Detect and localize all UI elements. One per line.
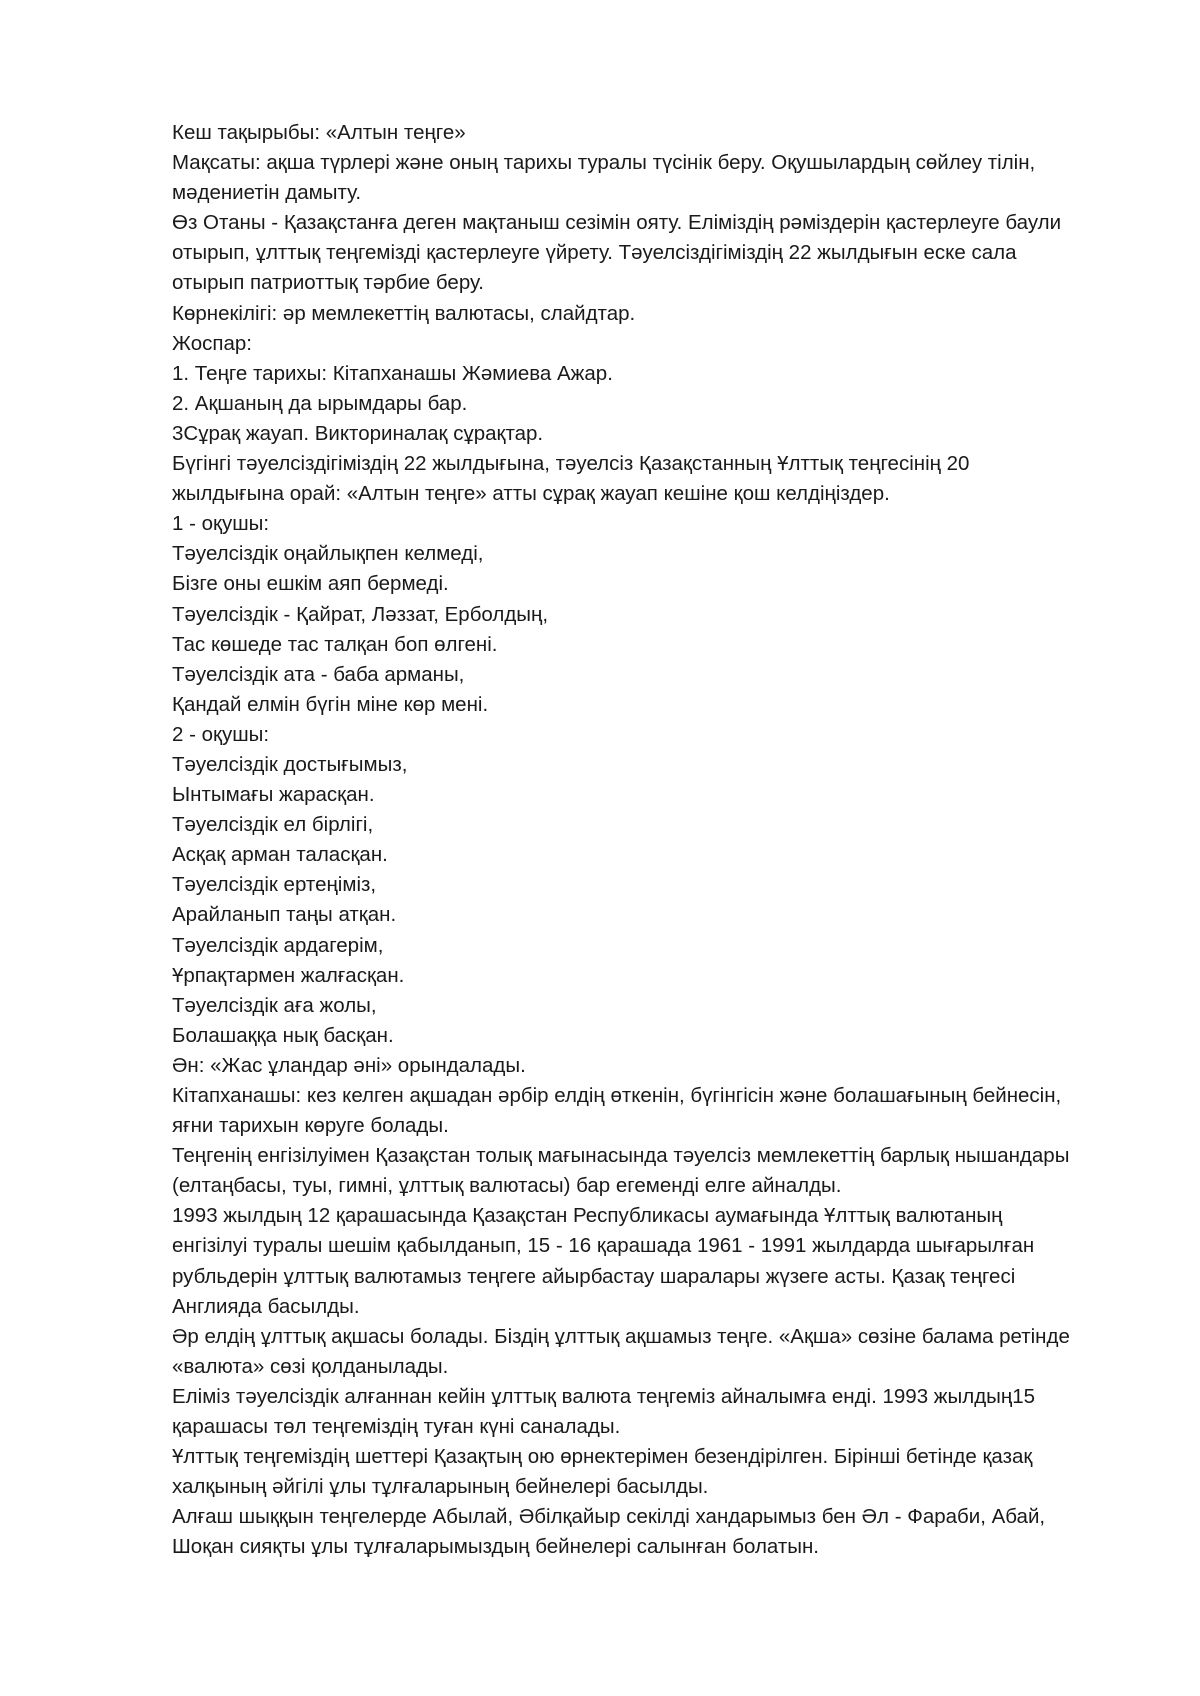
document-body [172,118,1102,1563]
text-line: Ынтымағы жарасқан. [172,783,375,807]
text-line: халқының әйгілі ұлы тұлғаларының бейнелері басылды. [172,1475,709,1499]
text-line: Асқақ арман таласқан. [172,843,388,867]
text-line: Тәуелсіздік - Қайрат, Ләззат, Ерболдың, [172,602,549,626]
text-line: мәдениетін дамыту. [172,181,362,205]
text-line: Әр елдің ұлттық ақшасы болады. Біздің ұлттық ақшамыз теңге. «Ақша» сөзіне балама ретінде [172,1324,1070,1348]
text-line: яғни тарихын көруге болады. [172,1114,449,1138]
text-line: Тәуелсіздік аға жолы, [172,993,377,1017]
text-line: Мақсаты: ақша түрлері және оның тарихы туралы түсінік беру. Оқушылардың сөйлеу тілін, [172,151,1036,175]
text-line: Ұрпақтармен жалғасқан. [172,963,405,987]
text-line: Қандай елмін бүгін міне көр мені. [172,692,489,716]
text-line: Тәуелсіздік ата - баба арманы, [172,662,465,686]
text-line: 1993 жылдың 12 қарашасында Қазақстан Республикасы аумағында Ұлттық валютаның [172,1204,1003,1228]
text-line: отырып, ұлттық теңгемізді қастерлеуге үйрету. Тәуелсіздігіміздің 22 жылдығын еске сала [172,241,1017,265]
text-line: 3Сұрақ жауап. Викториналақ сұрақтар. [172,421,544,445]
text-line: 1 - оқушы: [172,512,270,536]
text-line: Англияда басылды. [172,1294,360,1318]
text-line: Бізге оны ешкім аяп бермеді. [172,572,449,596]
text-line: Тәуелсіздік ардагерім, [172,933,384,957]
text-line: 2. Ақшаның да ырымдары бар. [172,391,468,415]
text-line: енгізілуі туралы шешім қабылданып, 15 - 16 қарашада 1961 - 1991 жылдарда шығарылған [172,1234,1035,1258]
text-line: (елтаңбасы, туы, гимні, ұлттық валютасы) бар егеменді елге айналды. [172,1174,842,1198]
text-line: Тәуелсіздік ертеңіміз, [172,873,377,897]
text-line: Тәуелсіздік достығымыз, [172,752,408,776]
text-line: Бүгінгі тәуелсіздігіміздің 22 жылдығына, тәуелсіз Қазақстанның Ұлттық теңгесінің 20 [172,452,970,476]
text-line: Өз Отаны - Қазақстанға деген мақтаныш сезімін ояту. Еліміздің рәміздерін қастерлеуге баули [172,211,1062,235]
text-line: Шоқан сияқты ұлы тұлғаларымыздың бейнелері салынған болатын. [172,1535,820,1559]
text-line: Тәуелсіздік ел бірлігі, [172,813,374,837]
text-line: Кітапханашы: кез келген ақшадан әрбір елдің өткенін, бүгінгісін және болашағының бейнесін, [172,1084,1062,1107]
text-line: Арайланып таңы атқан. [172,903,397,927]
text-line: Болашаққа нық басқан. [172,1023,394,1047]
text-line: «валюта» сөзі қолданылады. [172,1354,449,1378]
text-line: рубльдерін ұлттық валютамыз теңгеге айырбастау шаралары жүзеге асты. Қазақ теңгесі [172,1264,1016,1288]
text-line: Еліміз тәуелсіздік алғаннан кейін ұлттық валюта теңгеміз айналымға енді. 1993 жылдың15 [172,1384,1036,1408]
text-line: Алғаш шыққын теңгелерде Абылай, Әбілқайыр секілді хандарымыз бен Әл - Фараби, Абай, [172,1505,1046,1529]
text-line: отырып патриоттық тәрбие беру. [172,271,484,295]
text-line: 1. Теңге тарихы: Кітапханашы Жәмиева Ажар. [172,361,613,385]
text-line: Ән: «Жас ұландар әні» орындалады. [172,1053,526,1077]
text-line: Теңгенің енгізілуімен Қазақстан толық мағынасында тәуелсіз мемлекеттің барлық нышандары [172,1144,1070,1168]
text-line: Жоспар: [172,331,252,355]
text-line: Ұлттық теңгеміздің шеттері Қазақтың ою өрнектерімен безендірілген. Бірінші бетінде қазақ [172,1445,1033,1469]
text-line: жылдығына орай: «Алтын теңге» атты сұрақ жауап кешіне қош келдіңіздер. [172,482,890,506]
text-line: Тас көшеде тас талқан боп өлгені. [172,632,498,656]
text-line: Көрнекілігі: әр мемлекеттің валютасы, слайдтар. [172,301,636,325]
text-line: Тәуелсіздік оңайлықпен келмеді, [172,542,484,566]
text-line: 2 - оқушы: [172,722,270,746]
text-line: Кеш тақырыбы: «Алтын теңге» [172,121,466,144]
text-line: қарашасы төл теңгеміздің туған күні саналады. [172,1415,621,1439]
